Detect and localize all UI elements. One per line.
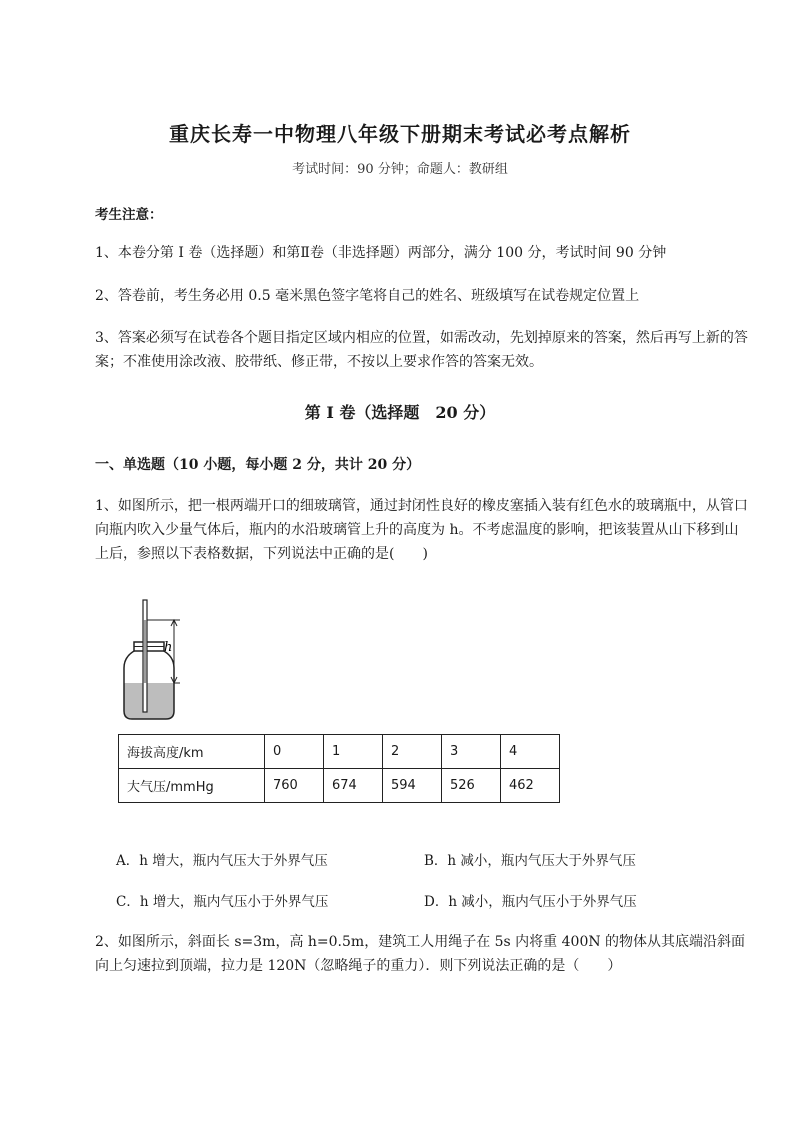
notice-heading: 考生注意：	[95, 207, 163, 223]
question-1-stem: 1、如图所示，把一根两端开口的细玻璃管，通过封闭性良好的橡皮塞插入装有红色水的玻璃瓶中，从管口向瓶内吹入少量气体后，瓶内的水沿玻璃管上升的高度为 h。不考虑温度的影响，把该装置从山下移到山上后，参照以下表格数据，下列说法中正确的是( )	[95, 498, 748, 562]
option-a[interactable]: A．h 增大，瓶内气压大于外界气压	[116, 853, 328, 869]
table-cell: 0	[265, 735, 324, 769]
table-cell: 462	[501, 769, 560, 803]
question-2-stem: 2、如图所示，斜面长 s=3m，高 h=0.5m，建筑工人用绳子在 5s 内将重 400N 的物体从其底端沿斜面向上匀速拉到顶端，拉力是 120N（忽略绳子的重力）．则下列说法正确的是（ ）	[95, 934, 746, 974]
table-row	[119, 735, 560, 769]
exam-info: 考试时间：90 分钟；命题人：教研组	[292, 162, 508, 177]
option-b[interactable]: B．h 减小，瓶内气压大于外界气压	[424, 853, 636, 869]
table-cell: 594	[383, 769, 442, 803]
height-label: h	[164, 640, 173, 655]
table-cell: 1	[324, 735, 383, 769]
notice-item-1: 1、本卷分第 I 卷（选择题）和第Ⅱ卷（非选择题）两部分，满分 100 分，考试时间 90 分钟	[95, 245, 667, 261]
option-d[interactable]: D．h 减小，瓶内气压小于外界气压	[424, 894, 637, 910]
table-cell: 674	[324, 769, 383, 803]
table-row	[119, 769, 560, 803]
table-cell: 2	[383, 735, 442, 769]
notice-item-2: 2、答卷前，考生务必用 0.5 毫米黑色签字笔将自己的姓名、班级填写在试卷规定位置上	[95, 288, 640, 304]
page-title: 重庆长寿一中物理八年级下册期末考试必考点解析	[169, 122, 631, 146]
notice-item-3: 3、答案必须写在试卷各个题目指定区域内相应的位置，如需改动，先划掉原来的答案，然后再写上新的答案；不准使用涂改液、胶带纸、修正带，不按以上要求作答的答案无效。	[95, 330, 748, 370]
water-column	[144, 620, 146, 683]
bottle-apparatus-figure	[112, 598, 192, 723]
row-header-altitude: 海拔高度/km	[119, 735, 265, 769]
row-header-pressure: 大气压/mmHg	[119, 769, 265, 803]
table-cell: 3	[442, 735, 501, 769]
option-c[interactable]: C．h 增大，瓶内气压小于外界气压	[116, 894, 329, 910]
section-title: 第 I 卷（选择题 20 分）	[304, 403, 496, 422]
liquid	[124, 683, 174, 719]
table-cell: 526	[442, 769, 501, 803]
part-heading: 一、单选题（10 小题，每小题 2 分，共计 20 分）	[95, 457, 421, 473]
altitude-pressure-table	[118, 734, 560, 803]
table-cell: 4	[501, 735, 560, 769]
table-cell: 760	[265, 769, 324, 803]
